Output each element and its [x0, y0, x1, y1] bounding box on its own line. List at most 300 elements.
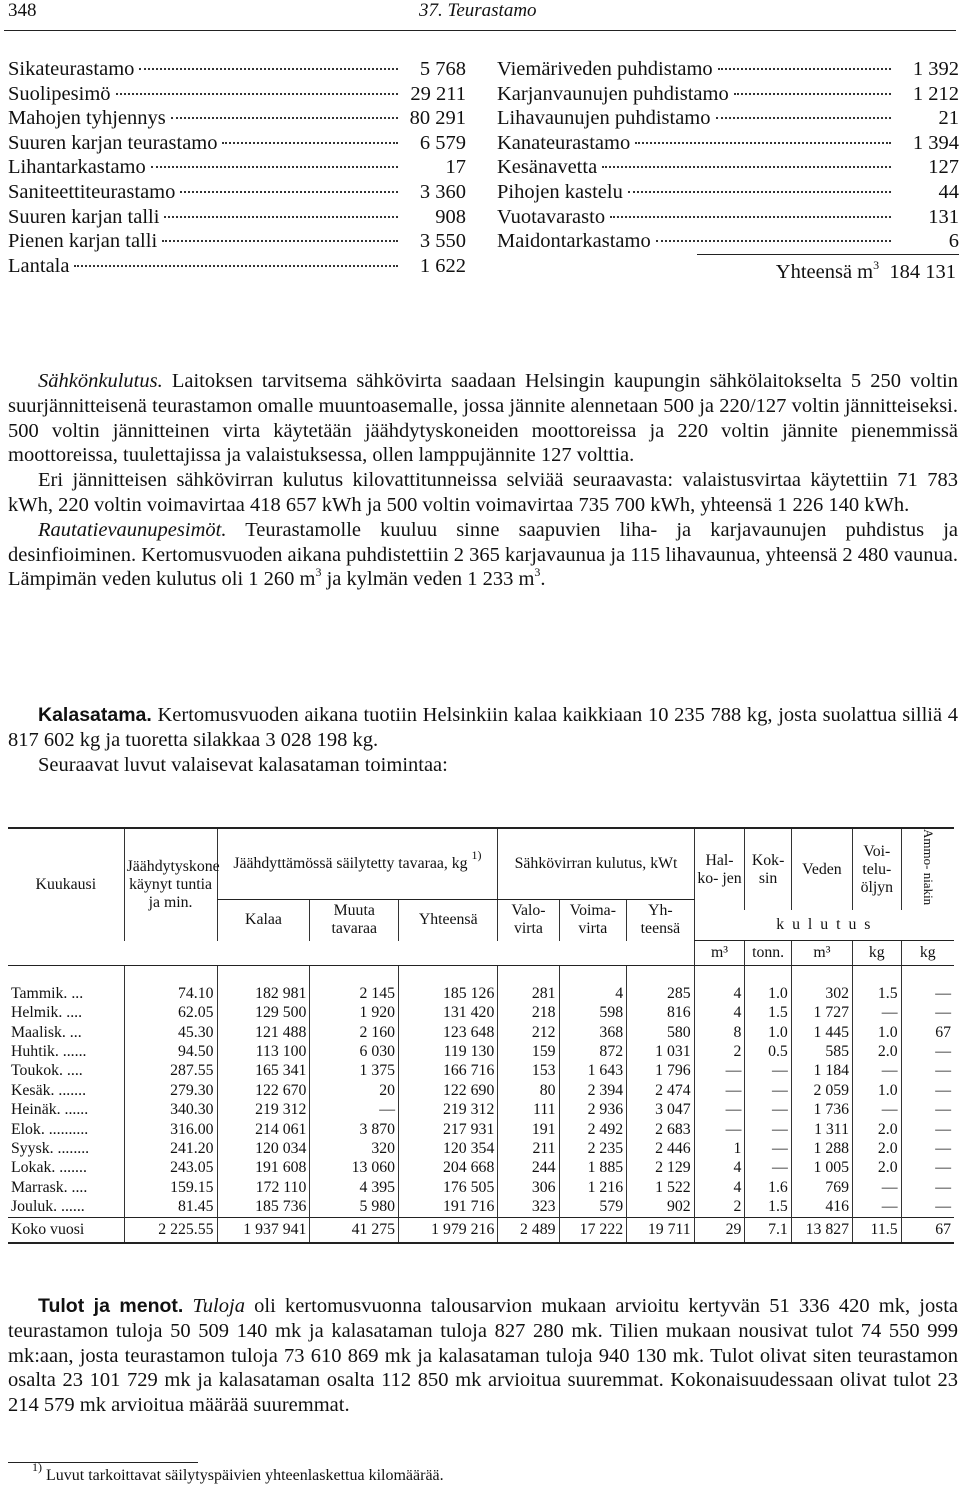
electricity-text-2: Eri jännitteisen sähkövirran kulutus kilovattitunneissa selviää seuraavasta: valaistusvirtaa käytettiin 71 783 kWh, 220 voltin voimavirtaa 418 657 kWh ja 500 voltin voimavirtaa 735 700 kWh, yhteensä 1 226 140 kWh. [8, 469, 958, 516]
value-cell: 191 [498, 1120, 559, 1139]
electricity-section [8, 369, 958, 592]
facility-name: Suolipesimö [8, 82, 111, 105]
table-row [8, 1139, 954, 1158]
value-cell: 1 937 941 [217, 1217, 310, 1243]
month-cell: Lokak. ....... [11, 1159, 87, 1177]
col-stored-group [217, 828, 498, 900]
value-cell: — [745, 1139, 791, 1158]
value-cell: — [853, 1197, 902, 1217]
value-cell: — [901, 1081, 954, 1100]
value-cell: 1 184 [791, 1062, 852, 1081]
facility-row [8, 229, 466, 254]
col-elec-group: Sähkövirran kulutus, kWt [498, 828, 694, 900]
gap-cell [399, 966, 498, 985]
facility-total [775, 258, 956, 284]
value-cell: — [694, 1101, 745, 1120]
table-row [8, 1042, 954, 1061]
value-cell: 45.30 [124, 1023, 217, 1042]
dot-leader [180, 191, 398, 193]
value-cell: 1.5 [745, 1004, 791, 1023]
table-row [8, 1081, 954, 1100]
month-cell: Toukok. .... [11, 1062, 83, 1080]
facility-name: Suuren karjan talli [8, 205, 160, 228]
value-cell: 1 216 [559, 1178, 627, 1197]
value-cell: 153 [498, 1062, 559, 1081]
gap-cell [310, 966, 399, 985]
value-cell: 244 [498, 1159, 559, 1178]
value-cell: — [901, 1197, 954, 1217]
value-cell: 211 [498, 1139, 559, 1158]
value-cell: 218 [498, 1004, 559, 1023]
value-cell: 4 [694, 1178, 745, 1197]
value-cell: 585 [791, 1042, 852, 1061]
gap-cell [124, 966, 217, 985]
value-cell: 94.50 [124, 1042, 217, 1061]
col-consumption: k u l u t u s [694, 910, 954, 941]
fish-harbour-heading: Kalasatama. [38, 704, 152, 726]
col-cooling-hours: Jäähdytyskone käynyt tuntia ja min. [124, 828, 217, 941]
table-row [8, 984, 954, 1003]
dot-leader [164, 216, 398, 218]
value-cell: 2 [694, 1197, 745, 1217]
facility-row [8, 180, 466, 205]
value-cell: 3 870 [310, 1120, 399, 1139]
month-cell: Elok. .......... [11, 1120, 89, 1138]
value-cell: 4 [559, 984, 627, 1003]
value-cell: 902 [627, 1197, 695, 1217]
facility-value: 6 579 [419, 131, 466, 154]
facility-name: Pienen karjan talli [8, 230, 158, 253]
footnote-mark: 1) [32, 1460, 42, 1474]
value-cell: — [694, 1081, 745, 1100]
value-cell: — [901, 1062, 954, 1081]
value-cell: 20 [310, 1081, 399, 1100]
table-row [8, 1178, 954, 1197]
col-fish: Kalaa [217, 900, 310, 941]
value-cell: 2 489 [498, 1217, 559, 1243]
value-cell: 2 394 [559, 1081, 627, 1100]
value-cell: 2.0 [853, 1042, 902, 1061]
value-cell: 1.6 [745, 1178, 791, 1197]
table-row [8, 1197, 954, 1217]
value-cell: 323 [498, 1197, 559, 1217]
col-ammonia [901, 828, 954, 910]
facility-row [8, 131, 466, 156]
value-cell: 4 [694, 984, 745, 1003]
value-cell: 320 [310, 1139, 399, 1158]
value-cell: 1 [694, 1139, 745, 1158]
value-cell: 2 446 [627, 1139, 695, 1158]
railcars-heading: Rautatievaunupesimöt. [38, 518, 227, 541]
dot-leader [716, 117, 892, 119]
page-header [0, 0, 960, 28]
value-cell: 241.20 [124, 1139, 217, 1158]
value-cell: 598 [559, 1004, 627, 1023]
value-cell: — [901, 1178, 954, 1197]
value-cell: 29 [694, 1217, 745, 1243]
value-cell: 316.00 [124, 1120, 217, 1139]
total-unit-sup: 3 [873, 258, 880, 272]
value-cell: 166 716 [399, 1062, 498, 1081]
facility-name: Viemäriveden puhdistamo [497, 58, 713, 80]
facility-row [8, 254, 466, 279]
facility-value: 29 211 [410, 82, 466, 105]
facility-list-right [497, 57, 959, 254]
dot-leader [718, 68, 891, 70]
value-cell: 2 225.55 [124, 1217, 217, 1243]
value-cell: — [853, 1062, 902, 1081]
value-cell: 2 474 [627, 1081, 695, 1100]
col-stored-group-label: Jäähdyttämössä säilytetty tavaraa, kg [233, 855, 468, 872]
value-cell: 816 [627, 1004, 695, 1023]
fish-harbour-section [8, 703, 958, 777]
facility-row [497, 205, 959, 230]
value-cell: 217 931 [399, 1120, 498, 1139]
income-section [8, 1294, 958, 1418]
dot-leader [139, 68, 398, 70]
value-cell: 2 129 [627, 1159, 695, 1178]
value-cell: 1.5 [853, 984, 902, 1003]
table-total-row [8, 1217, 954, 1243]
value-cell: — [901, 1101, 954, 1120]
facility-row [8, 82, 466, 107]
value-cell: 1 522 [627, 1178, 695, 1197]
value-cell: 1.0 [745, 1023, 791, 1042]
value-cell: 182 981 [217, 984, 310, 1003]
month-cell: Helmik. .... [11, 1004, 83, 1022]
facility-name: Mahojen tyhjennys [8, 107, 166, 130]
value-cell: 191 608 [217, 1159, 310, 1178]
facility-name: Kesänavetta [497, 156, 598, 179]
value-cell: 2 145 [310, 984, 399, 1003]
facility-row [8, 106, 466, 131]
col-elec-total: Yh- teensä [627, 900, 695, 941]
table-row [8, 1101, 954, 1120]
value-cell: 2 [694, 1042, 745, 1061]
col-month: Kuukausi [8, 828, 124, 941]
dot-leader [602, 166, 891, 168]
value-cell: 285 [627, 984, 695, 1003]
value-cell: 2 492 [559, 1120, 627, 1139]
facility-value: 1 392 [912, 58, 959, 80]
value-cell: 1.0 [853, 1023, 902, 1042]
value-cell: 67 [901, 1217, 954, 1243]
value-cell: 74.10 [124, 984, 217, 1003]
dot-leader [635, 142, 891, 144]
value-cell: 1 796 [627, 1062, 695, 1081]
value-cell: — [745, 1101, 791, 1120]
railcars-sup-2: 3 [534, 565, 541, 580]
income-heading-2: Tuloja [183, 1295, 245, 1317]
value-cell: 80 [498, 1081, 559, 1100]
dot-leader [628, 191, 891, 193]
value-cell: 219 312 [217, 1101, 310, 1120]
col-total: Yhteensä [399, 900, 498, 941]
facility-name: Pihojen kastelu [497, 180, 623, 203]
value-cell: 111 [498, 1101, 559, 1120]
value-cell: 6 030 [310, 1042, 399, 1061]
facility-row [497, 229, 959, 254]
page-number: 348 [8, 0, 37, 21]
month-cell: Koko vuosi [8, 1217, 124, 1243]
value-cell: 1 031 [627, 1042, 695, 1061]
total-value: 184 131 [889, 261, 956, 283]
value-cell: 8 [694, 1023, 745, 1042]
value-cell: 2.0 [853, 1159, 902, 1178]
fish-harbour-text-2: Seuraavat luvut valaisevat kalasataman toimintaa: [38, 753, 448, 776]
value-cell: — [901, 1042, 954, 1061]
facility-name: Lihavaunujen puhdistamo [497, 107, 711, 130]
month-cell: Syysk. ........ [11, 1140, 90, 1157]
table-gap-row [8, 966, 954, 985]
stored-footnote-mark: 1) [471, 848, 482, 862]
value-cell: — [901, 1159, 954, 1178]
gap-cell [498, 966, 559, 985]
total-rule [697, 254, 959, 255]
dot-leader [171, 117, 398, 119]
dot-leader [74, 265, 398, 267]
value-cell: — [745, 1062, 791, 1081]
facility-name: Lantala [8, 254, 70, 277]
unit-m3: m³ [694, 941, 745, 966]
value-cell: 1 727 [791, 1004, 852, 1023]
facility-row [497, 57, 959, 82]
value-cell: 17 222 [559, 1217, 627, 1243]
value-cell: 1 445 [791, 1023, 852, 1042]
value-cell: 122 670 [217, 1081, 310, 1100]
facility-value: 17 [445, 156, 466, 179]
value-cell: 1 920 [310, 1004, 399, 1023]
value-cell: 287.55 [124, 1062, 217, 1081]
facility-row [8, 155, 466, 180]
facility-name: Sikateurastamo [8, 58, 135, 80]
value-cell: 159.15 [124, 1178, 217, 1197]
value-cell: 1.0 [853, 1081, 902, 1100]
value-cell: 1 736 [791, 1101, 852, 1120]
table-row [8, 1023, 954, 1042]
value-cell: 2 160 [310, 1023, 399, 1042]
value-cell: 129 500 [217, 1004, 310, 1023]
value-cell: 1 979 216 [399, 1217, 498, 1243]
value-cell: — [901, 1139, 954, 1158]
value-cell: 302 [791, 984, 852, 1003]
facility-value: 908 [435, 205, 466, 228]
dot-leader [222, 142, 398, 144]
header-rule [4, 30, 956, 31]
facility-list-left [8, 57, 466, 278]
value-cell: 123 648 [399, 1023, 498, 1042]
value-cell: 67 [901, 1023, 954, 1042]
value-cell: 191 716 [399, 1197, 498, 1217]
value-cell: 172 110 [217, 1178, 310, 1197]
gap-cell [853, 966, 902, 985]
col-ammonia-label: Ammo- niakin [920, 829, 936, 906]
value-cell: 176 505 [399, 1178, 498, 1197]
fish-harbour-table [8, 827, 954, 1244]
facility-value: 131 [928, 205, 959, 228]
value-cell: 243.05 [124, 1159, 217, 1178]
footnote [32, 1460, 444, 1485]
value-cell: 1 005 [791, 1159, 852, 1178]
value-cell: 1.5 [745, 1197, 791, 1217]
value-cell: 19 711 [627, 1217, 695, 1243]
value-cell: 769 [791, 1178, 852, 1197]
value-cell: 121 488 [217, 1023, 310, 1042]
month-cell: Heinäk. ...... [11, 1101, 89, 1119]
facility-value: 6 [948, 230, 959, 253]
value-cell: 368 [559, 1023, 627, 1042]
table-row [8, 1004, 954, 1023]
facility-value: 44 [938, 180, 959, 203]
month-cell: Huhtik. ...... [11, 1043, 87, 1061]
facility-name: Karjanvaunujen puhdistamo [497, 82, 729, 105]
value-cell: 212 [498, 1023, 559, 1042]
gap-cell [217, 966, 310, 985]
running-title: 37. Teurastamo [419, 0, 537, 21]
value-cell: 204 668 [399, 1159, 498, 1178]
income-heading: Tulot ja menot. [38, 1295, 184, 1317]
total-label: Yhteensä m [775, 261, 874, 283]
month-cell: Jouluk. ...... [11, 1198, 85, 1216]
facility-row [8, 57, 466, 82]
value-cell: 1 311 [791, 1120, 852, 1139]
value-cell: 2 936 [559, 1101, 627, 1120]
value-cell: 2 059 [791, 1081, 852, 1100]
value-cell: 81.45 [124, 1197, 217, 1217]
facility-row [497, 82, 959, 107]
electricity-text-1: Laitoksen tarvitsema sähkövirta saadaan Helsingin kaupungin sähkölaitokselta 5 250 voltin suurjännitteisenä teurastamon omalle muuntoasemalle, jossa jännite alennetaan 500 ja 220/127 voltin jännitteiseksi. 500 voltin jännitteinen virta käytetään jäähdytyskoneiden moottoreissa ja 220 voltin jännite pienemmissä moottoreissa, tuulettajissa ja valaistuksessa, ollen lamppujännite 127 volttia. [8, 370, 958, 467]
dot-leader [610, 216, 891, 218]
value-cell: 2 235 [559, 1139, 627, 1158]
facility-value: 1 212 [912, 82, 959, 105]
facility-row [497, 131, 959, 156]
value-cell: 279.30 [124, 1081, 217, 1100]
col-power: Voima- virta [559, 900, 627, 941]
value-cell: 1 288 [791, 1139, 852, 1158]
value-cell: — [745, 1120, 791, 1139]
value-cell: — [853, 1101, 902, 1120]
table-row [8, 1062, 954, 1081]
railcars-sup-1: 3 [315, 565, 322, 580]
value-cell: 120 034 [217, 1139, 310, 1158]
value-cell: 2.0 [853, 1139, 902, 1158]
gap-cell [745, 966, 791, 985]
unit-kg2: kg [901, 941, 954, 966]
value-cell: — [901, 1004, 954, 1023]
facility-name: Maidontarkastamo [497, 230, 651, 253]
col-coal: Hal- ko- jen [694, 828, 745, 910]
gap-cell [627, 966, 695, 985]
value-cell: 2.0 [853, 1120, 902, 1139]
gap-cell [791, 966, 852, 985]
month-cell: Marrask. .... [11, 1178, 88, 1196]
month-cell: Kesäk. ....... [11, 1081, 87, 1099]
unit-kg: kg [853, 941, 902, 966]
month-cell: Maalisk. ... [11, 1023, 82, 1041]
value-cell: 340.30 [124, 1101, 217, 1120]
value-cell: — [901, 984, 954, 1003]
value-cell: 4 [694, 1004, 745, 1023]
value-cell: 4 395 [310, 1178, 399, 1197]
value-cell: 113 100 [217, 1042, 310, 1061]
value-cell: 4 [694, 1159, 745, 1178]
railcars-text-a: Teurastamolle kuuluu sinne saapuvien liha- ja karjavaunujen puhdistus ja desinfioiminen. Kertomusvuoden aikana puhdistettiin 2 365 karjavaunua ja 115 lihavaunua, yhteensä 2 480 vaunua. Lämpimän veden kulutus oli 1 260 m [8, 518, 958, 591]
col-coke: Kok- sin [745, 828, 791, 910]
unit-ton: tonn. [745, 941, 791, 966]
dot-leader [116, 93, 398, 95]
col-other: Muuta tavaraa [310, 900, 399, 941]
facility-value: 1 394 [912, 131, 959, 154]
gap-cell [694, 966, 745, 985]
value-cell: 214 061 [217, 1120, 310, 1139]
month-cell: Tammik. ... [11, 984, 84, 1002]
value-cell: 122 690 [399, 1081, 498, 1100]
facility-name: Kanateurastamo [497, 131, 631, 154]
value-cell: 11.5 [853, 1217, 902, 1243]
facility-value: 21 [938, 107, 959, 130]
value-cell: — [901, 1120, 954, 1139]
value-cell: 62.05 [124, 1004, 217, 1023]
value-cell: 165 341 [217, 1062, 310, 1081]
col-water: Veden [791, 828, 852, 910]
gap-cell [559, 966, 627, 985]
value-cell: — [310, 1101, 399, 1120]
facility-row [497, 106, 959, 131]
value-cell: 306 [498, 1178, 559, 1197]
value-cell: 3 047 [627, 1101, 695, 1120]
value-cell: 281 [498, 984, 559, 1003]
table-row [8, 1120, 954, 1139]
facility-name: Vuotavarasto [497, 205, 606, 228]
value-cell: — [853, 1178, 902, 1197]
facility-name: Suuren karjan teurastamo [8, 131, 218, 154]
value-cell: 119 130 [399, 1042, 498, 1061]
value-cell: 7.1 [745, 1217, 791, 1243]
value-cell: — [853, 1004, 902, 1023]
facility-name: Saniteettiteurastamo [8, 180, 176, 203]
facility-value: 1 622 [419, 254, 466, 277]
footnote-text: Luvut tarkoittavat säilytyspäivien yhteenlaskettua kilomäärää. [42, 1467, 444, 1484]
col-light: Valo- virta [498, 900, 559, 941]
unit-spacer [8, 941, 694, 966]
dot-leader [151, 166, 398, 168]
value-cell: 872 [559, 1042, 627, 1061]
value-cell: 5 980 [310, 1197, 399, 1217]
unit-m3b: m³ [791, 941, 852, 966]
facility-row [8, 205, 466, 230]
dot-leader [162, 240, 398, 242]
value-cell: 1 643 [559, 1062, 627, 1081]
electricity-heading: Sähkönkulutus. [38, 370, 163, 392]
facility-value: 127 [928, 156, 959, 179]
value-cell: — [745, 1159, 791, 1178]
railcars-text-b: ja kylmän veden 1 233 m [321, 568, 535, 591]
facility-row [497, 180, 959, 205]
table-body [8, 966, 954, 1243]
dot-leader [734, 93, 891, 95]
value-cell: 1.0 [745, 984, 791, 1003]
value-cell: 41 275 [310, 1217, 399, 1243]
value-cell: 131 420 [399, 1004, 498, 1023]
facility-value: 80 291 [409, 107, 466, 130]
col-oil: Voi- telu- öljyn [853, 828, 902, 910]
value-cell: — [745, 1081, 791, 1100]
value-cell: 185 126 [399, 984, 498, 1003]
value-cell: 13 827 [791, 1217, 852, 1243]
value-cell: 579 [559, 1197, 627, 1217]
facility-value: 3 550 [419, 230, 466, 253]
value-cell: — [694, 1062, 745, 1081]
